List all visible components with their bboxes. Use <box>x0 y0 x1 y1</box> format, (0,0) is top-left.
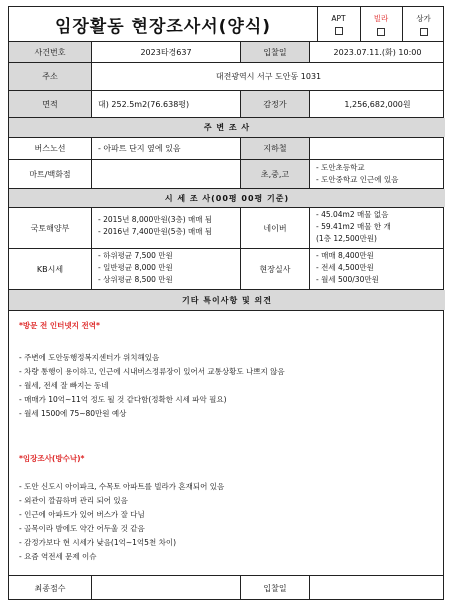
footer-bid-date-label: 입찰일 <box>263 583 287 593</box>
final-score-value[interactable] <box>92 576 240 600</box>
final-score-label: 최종점수 <box>34 583 66 593</box>
notes-list-pre-visit <box>19 352 285 422</box>
form-title: 임장활동 현장조사서(양식) <box>54 16 272 37</box>
checkbox-icon <box>420 28 428 36</box>
notes-section-header: 기타 특이사항 및 의견 <box>9 290 445 310</box>
list-item: - 매매 8,400만원 <box>316 251 374 260</box>
address-value: 대전광역시 서구 도안동 1031 <box>215 72 322 81</box>
surroundings-section-header: 주 변 조 사 <box>9 118 445 137</box>
type-villa-label: 빌라 <box>373 13 389 23</box>
schools-value <box>316 162 444 188</box>
bid-date-value: 2023.07.11.(화) 10:00 <box>333 47 422 57</box>
case-number-label: 사건번호 <box>9 42 91 62</box>
list-item: - 하위평균 7,500 만원 <box>98 251 173 260</box>
bid-date-label: 입찰일 <box>241 42 309 62</box>
list-item: - 외관이 깔끔하며 관리 되어 있음 <box>19 496 128 505</box>
area-value: 대) 252.5m2(76.638평) <box>98 99 190 109</box>
notes-heading-site-survey: *임장조사(방수낙)* <box>19 454 85 463</box>
list-item: - 45.04m2 매물 없음 <box>316 210 389 219</box>
bus-value: - 아파트 단지 옆에 있음 <box>98 144 181 153</box>
list-item: - 2016년 7,400만원(5층) 매매 됨 <box>98 227 213 236</box>
checkbox-icon <box>377 28 385 36</box>
list-item: - 월세, 전세 잘 빠지는 동네 <box>19 381 109 390</box>
list-item: - 인근에 아파트가 있어 버스가 잘 다님 <box>19 510 145 519</box>
type-apt-checkbox[interactable] <box>317 7 360 41</box>
molit-label: 국토해양부 <box>30 223 70 233</box>
address-label: 주소 <box>9 63 91 90</box>
mart-value <box>92 160 240 188</box>
notes-list-site-survey <box>19 481 224 565</box>
type-villa-checkbox[interactable] <box>360 7 402 41</box>
case-number-value: 2023타경637 <box>140 47 192 57</box>
type-shop-checkbox[interactable] <box>402 7 445 41</box>
list-item: - 매매가 10억~11억 정도 될 것 같다함(정확한 시세 파악 필요) <box>19 395 227 404</box>
list-item: - 도안중학교 인근에 있음 <box>316 175 399 184</box>
list-item: - 59.41m2 매물 한 개 <box>316 222 391 231</box>
type-shop-label: 상가 <box>416 13 431 23</box>
list-item: - 골목이라 밤에도 약간 어두울 것 같음 <box>19 524 145 533</box>
mart-label: 마트/백화점 <box>29 169 71 179</box>
list-item: (1층 12,500만원) <box>316 234 377 243</box>
schools-label: 초,중,고 <box>241 160 309 188</box>
list-item: - 도안 신도시 아이파크, 수목토 아파트를 빌라가 혼재되어 있음 <box>19 482 225 491</box>
list-item: - 차량 통행이 용이하고, 인근에 시내버스정류장이 있어서 교통상황도 나쁘지 않음 <box>19 367 285 376</box>
list-item: - 요즘 역전세 문제 이슈 <box>19 552 97 561</box>
checkbox-icon <box>335 27 343 35</box>
footer-bid-date-value[interactable] <box>310 576 445 600</box>
list-item: - 월세 1500에 75~80만원 예상 <box>19 409 127 418</box>
list-item: - 주변에 도안동행정복지센터가 위치해있음 <box>19 353 160 362</box>
list-item: - 전세 4,500만원 <box>316 263 374 272</box>
list-item: - 상위평균 8,500 만원 <box>98 275 173 284</box>
appraisal-label: 감정가 <box>241 91 309 117</box>
kb-value <box>98 250 238 288</box>
survey-form <box>8 6 444 600</box>
price-section-header: 시 세 조 사(00평 00평 기준) <box>9 189 445 207</box>
bus-label: 버스노선 <box>34 144 66 153</box>
naver-label: 네이버 <box>263 223 287 233</box>
subway-label: 지하철 <box>241 138 309 159</box>
notes-heading-pre-visit: *방문 전 인터넷지 전역* <box>19 321 100 330</box>
list-item: - 도안초등학교 <box>316 163 365 172</box>
list-item: - 일반평균 8,000 만원 <box>98 263 173 272</box>
subway-value <box>310 138 445 159</box>
area-label: 면적 <box>9 91 91 117</box>
kb-label: KB시세 <box>36 264 64 274</box>
site-survey-value <box>316 250 444 288</box>
site-survey-label: 현장실사 <box>259 264 291 274</box>
naver-value <box>316 209 444 247</box>
list-item: - 2015년 8,000만원(3층) 매매 됨 <box>98 215 213 224</box>
appraisal-value: 1,256,682,000원 <box>344 99 411 109</box>
list-item: - 월세 500/30만원 <box>316 275 379 284</box>
molit-value <box>98 214 238 244</box>
list-item: - 감정가보다 현 시세가 낮음(1억~1억5천 차이) <box>19 538 176 547</box>
type-apt-label: APT <box>331 13 346 23</box>
